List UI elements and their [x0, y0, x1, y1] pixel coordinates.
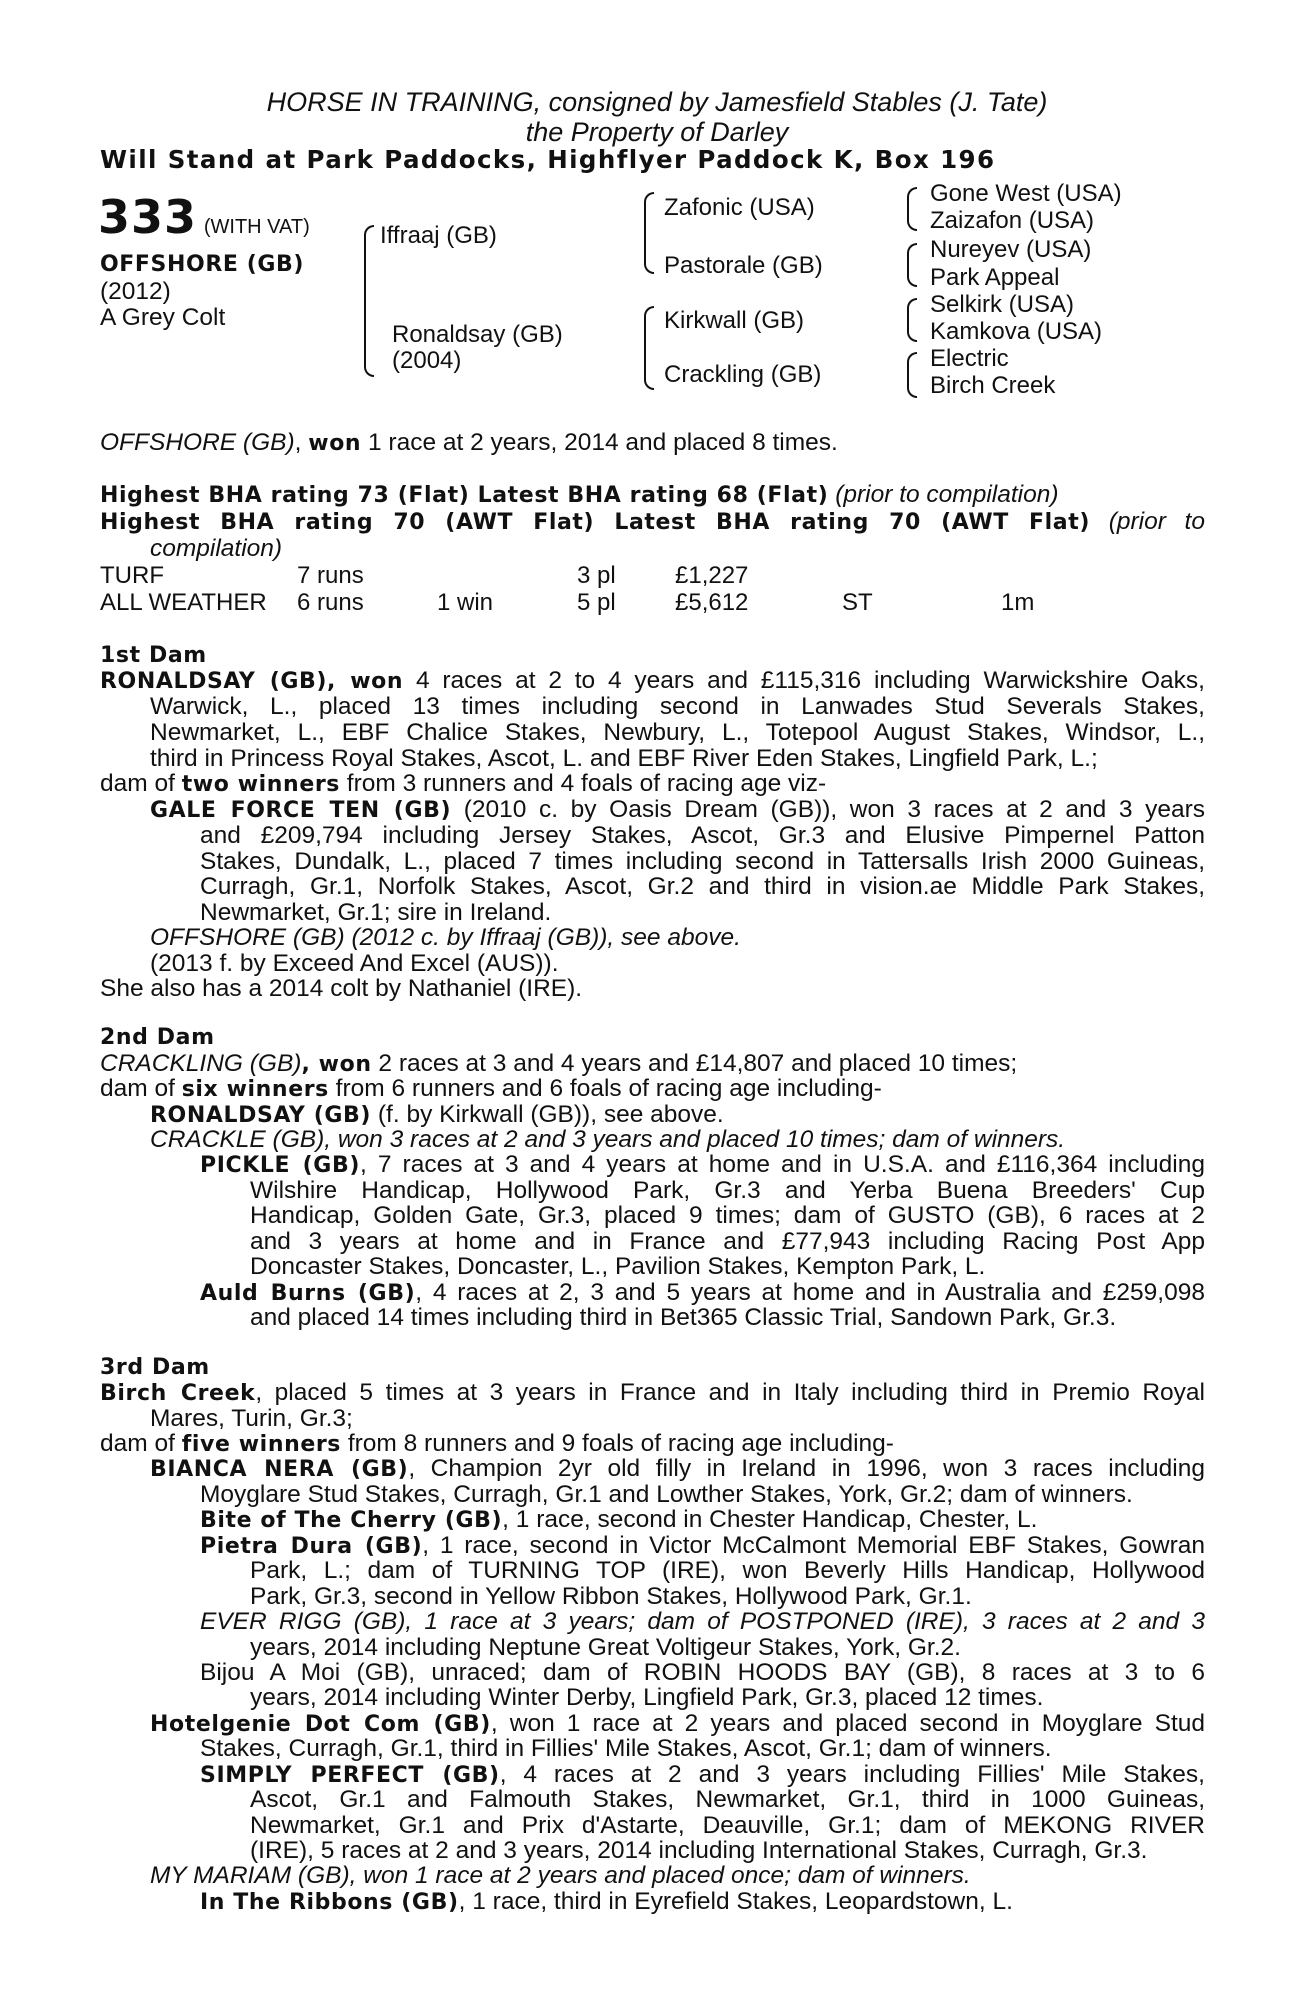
dam3-line16 [200, 1762, 1205, 1789]
dam3-l7-name: Pietra Dura (GB) [200, 1534, 423, 1559]
pedigree-brace-g4 [907, 352, 917, 398]
dam3-l3a: dam of [100, 1430, 182, 1457]
dam3-line13: years, 2014 including Winter Derby, Lingfield Park, Gr.3, placed 12 times. [250, 1684, 1044, 1711]
dam3-l21-name: In The Ribbons (GB) [200, 1890, 459, 1915]
stats-aw-wins: 1 win [437, 589, 494, 616]
dam2-l2c: from 6 runners and 6 foals of racing age including- [328, 1075, 882, 1102]
rating-awt-note: (prior to [1108, 508, 1205, 535]
ancestor-g4a: Electric [930, 345, 1009, 372]
pedigree-brace-dam [644, 306, 654, 390]
dam2-l1-text: 2 races at 3 and 4 years and £14,807 and placed 10 times; [371, 1050, 1018, 1077]
dam3-line15: Stakes, Curragh, Gr.1, third in Fillies' Mile Stakes, Ascot, Gr.1; dam of winners. [200, 1735, 1052, 1762]
dam3-line14 [150, 1711, 1205, 1738]
dam1-line7: and £209,794 including Jersey Stakes, Ascot, Gr.3 and Elusive Pimpernel Patton [200, 822, 1205, 849]
dam3-line3 [100, 1431, 894, 1458]
dam2-l10-name: Auld Burns (GB) [200, 1281, 416, 1306]
rating-awt [100, 509, 1205, 536]
dam2-line3 [150, 1102, 724, 1129]
dam3-line2: Mares, Turin, Gr.3; [150, 1405, 353, 1432]
dam2-line10 [200, 1280, 1205, 1307]
ancestor-g2a: Nureyev (USA) [930, 236, 1092, 263]
dam2-line8: and 3 years at home and in France and £77,943 including Racing Post App [250, 1228, 1205, 1255]
stats-aw-label: ALL WEATHER [100, 589, 267, 616]
dam1-name: RONALDSAY (GB) [100, 669, 328, 694]
dam2-line4: CRACKLE (GB), won 3 races at 2 and 3 years and placed 10 times; dam of winners. [150, 1126, 1066, 1153]
dam1-l5a: dam of [100, 770, 182, 797]
dam2-line6: Wilshire Handicap, Hollywood Park, Gr.3 and Yerba Buena Breeders' Cup [250, 1177, 1205, 1204]
stats-turf-runs: 7 runs [297, 562, 364, 589]
dam3-line5: Moyglare Stud Stakes, Curragh, Gr.1 and Lowther Stakes, York, Gr.2; dam of winners. [200, 1481, 1133, 1508]
dam2-line5 [200, 1152, 1205, 1179]
dam3-line8: Park, L.; dam of TURNING TOP (IRE), won Beverly Hills Handicap, Hollywood [250, 1557, 1205, 1584]
dam3-line4 [150, 1456, 1205, 1483]
dam3-line18: Newmarket, Gr.1 and Prix d'Astarte, Deauville, Gr.1; dam of MEKONG RIVER [250, 1812, 1205, 1839]
dam1-line6 [150, 797, 1205, 824]
dam3-l16-text: , 4 races at 2 and 3 years including Fillies' Mile Stakes, [499, 1761, 1205, 1788]
dam1-l1-text: 4 races at 2 to 4 years and £115,316 including Warwickshire Oaks, [403, 667, 1205, 694]
pedigree-brace-sire [644, 192, 654, 274]
dam3-line1 [100, 1380, 1205, 1407]
dam3-line6 [200, 1507, 1037, 1534]
dam3-line10: EVER RIGG (GB), 1 race at 3 years; dam of POSTPONED (IRE), 3 races at 2 and 3 [200, 1608, 1205, 1635]
grandsire-2: Pastorale (GB) [664, 252, 823, 279]
dam3-l21-text: , 1 race, third in Eyrefield Stakes, Leopardstown, L. [458, 1888, 1013, 1915]
dam2-l5-name: PICKLE (GB) [200, 1153, 360, 1178]
dam2-line11: and placed 14 times including third in Bet365 Classic Trial, Sandown Park, Gr.3. [250, 1304, 1117, 1331]
dam3-l6-name: Bite of The Cherry (GB) [200, 1508, 503, 1533]
pedigree-brace-g3 [907, 298, 917, 342]
dam3-line12: Bijou A Moi (GB), unraced; dam of ROBIN HOODS BAY (GB), 8 races at 3 to 6 [200, 1659, 1205, 1686]
dam3-name: Birch Creek [100, 1381, 256, 1406]
dam2-line9: Doncaster Stakes, Doncaster, L., Pavilion Stakes, Kempton Park, L. [250, 1253, 986, 1280]
dam3-l6-text: , 1 race, second in Chester Handicap, Chester, L. [502, 1506, 1038, 1533]
vat-note: (WITH VAT) [203, 216, 310, 238]
dam3-line11: years, 2014 including Neptune Great Voltigeur Stakes, York, Gr.2. [250, 1634, 961, 1661]
summary-won: won [308, 431, 362, 456]
dam1-line9: Curragh, Gr.1, Norfolk Stakes, Ascot, Gr.2 and third in vision.ae Middle Park Stakes, [200, 873, 1205, 900]
rating-flat-text: Highest BHA rating 73 (Flat) Latest BHA rating 68 (Flat) [100, 483, 829, 508]
stats-turf-placed: 3 pl [577, 562, 616, 589]
dam3-l1-text: , placed 5 times at 3 years in France and in Italy including third in Premio Royal [255, 1379, 1205, 1406]
dam1-heading: 1st Dam [100, 643, 207, 668]
dam2-won: , won [301, 1052, 372, 1077]
ancestor-g1b: Zaizafon (USA) [930, 207, 1095, 234]
dam1-line2: Warwick, L., placed 13 times including second in Lanwades Stud Severals Stakes, [150, 693, 1205, 720]
rating-awt-note-cont: compilation) [150, 535, 283, 562]
dam3-l3c: from 8 runners and 9 foals of racing age including- [341, 1430, 894, 1457]
dam2-l3-text: (f. by Kirkwall (GB)), see above. [371, 1101, 724, 1128]
race-summary: OFFSHORE (GB), won 1 race at 2 years, 2014 and placed 8 times. [100, 429, 838, 456]
dam2-l2a: dam of [100, 1075, 182, 1102]
rating-flat [100, 482, 1059, 509]
dam2-l3-name: RONALDSAY (GB) [150, 1103, 372, 1128]
dam-year: (2004) [392, 347, 462, 374]
dam1-l6-name: GALE FORCE TEN (GB) [150, 798, 452, 823]
grandsire-1: Zafonic (USA) [664, 194, 815, 221]
summary-text: 1 race at 2 years, 2014 and placed 8 times. [361, 429, 838, 456]
dam1-line1 [100, 668, 1205, 695]
dam1-line5 [100, 771, 826, 798]
dam3-l4-name: BIANCA NERA (GB) [150, 1457, 409, 1482]
rating-awt-text: Highest BHA rating 70 (AWT Flat) Latest BHA rating 70 (AWT Flat) [100, 510, 1090, 535]
stand-location: Will Stand at Park Paddocks, Highflyer Paddock K, Box 196 [100, 145, 996, 174]
dam3-heading: 3rd Dam [100, 1355, 210, 1380]
title-property: the Property of Darley [525, 117, 789, 147]
lot-number-block [98, 192, 310, 242]
dam3-l7-text: , 1 race, second in Victor McCalmont Memorial EBF Stakes, Gowran [422, 1532, 1205, 1559]
rating-flat-note: (prior to compilation) [835, 481, 1059, 508]
dam3-l16-name: SIMPLY PERFECT (GB) [200, 1763, 500, 1788]
ancestor-g4b: Birch Creek [930, 372, 1056, 399]
title-consignor: HORSE IN TRAINING, consigned by Jamesfield Stables (J. Tate) [266, 87, 1048, 117]
ancestor-g3b: Kamkova (USA) [930, 318, 1103, 345]
dam2-line1 [100, 1051, 1017, 1078]
pedigree-brace-g1 [907, 187, 917, 231]
dam2-line7: Handicap, Golden Gate, Gr.3, placed 9 times; dam of GUSTO (GB), 6 races at 2 [250, 1202, 1205, 1229]
grandsire-3: Kirkwall (GB) [664, 307, 805, 334]
dam1-won: , won [327, 669, 404, 694]
dam2-line2 [100, 1076, 882, 1103]
dam2-name: CRACKLING (GB) [100, 1050, 302, 1077]
grandsire-4: Crackling (GB) [664, 361, 822, 388]
dam1-line11: OFFSHORE (GB) (2012 c. by Iffraaj (GB)), see above. [150, 924, 741, 951]
dam1-line10: Newmarket, Gr.1; sire in Ireland. [200, 899, 552, 926]
dam1-l5c: from 3 runners and 4 foals of racing age viz- [340, 770, 827, 797]
pedigree-brace-g2 [907, 243, 917, 287]
ancestor-g2b: Park Appeal [930, 264, 1060, 291]
stats-aw-earnings: £5,612 [675, 589, 749, 616]
dam2-l2b: six winners [181, 1077, 329, 1102]
dam3-line7 [200, 1533, 1205, 1560]
dam3-line17: Ascot, Gr.1 and Falmouth Stakes, Newmarket, Gr.1, third in 1000 Guineas, [250, 1786, 1205, 1813]
dam3-line21 [200, 1889, 1013, 1916]
stats-aw-placed: 5 pl [577, 589, 616, 616]
dam1-line8: Stakes, Dundalk, L., placed 7 times including second in Tattersalls Irish 2000 Guineas, [200, 848, 1205, 875]
sire: Iffraaj (GB) [380, 222, 497, 249]
dam1-line13: She also has a 2014 colt by Nathaniel (IRE). [100, 975, 583, 1002]
stats-aw-going: ST [842, 589, 873, 616]
dam3-line19: (IRE), 5 races at 2 and 3 years, 2014 including International Stakes, Curragh, Gr.3. [250, 1837, 1148, 1864]
dam3-l14-text: , won 1 race at 2 years and placed second in Moyglare Stud [490, 1710, 1205, 1737]
horse-year: (2012) [100, 278, 171, 305]
lot-number: 333 [98, 190, 198, 244]
stats-turf-earnings: £1,227 [675, 562, 749, 589]
dam2-heading: 2nd Dam [100, 1025, 215, 1050]
dam3-line9: Park, Gr.3, second in Yellow Ribbon Stakes, Hollywood Park, Gr.1. [250, 1583, 972, 1610]
pedigree-brace-main [364, 225, 374, 377]
stats-aw-distance: 1m [1001, 589, 1035, 616]
dam2-l5-text: , 7 races at 3 and 4 years at home and in U.S.A. and £116,364 including [360, 1151, 1205, 1178]
dam1-l5b: two winners [181, 772, 340, 797]
ancestor-g1a: Gone West (USA) [930, 180, 1122, 207]
dam1-line3: Newmarket, L., EBF Chalice Stakes, Newbury, L., Totepool August Stakes, Windsor, L., [150, 719, 1205, 746]
horse-name: OFFSHORE (GB) [100, 252, 305, 277]
stats-aw-runs: 6 runs [297, 589, 364, 616]
dam3-l3b: five winners [181, 1432, 342, 1457]
dam1-l6-text: (2010 c. by Oasis Dream (GB)), won 3 races at 2 and 3 years [451, 796, 1205, 823]
dam3-l4-text: , Champion 2yr old filly in Ireland in 1996, won 3 races including [408, 1455, 1206, 1482]
dam3-line20: MY MARIAM (GB), won 1 race at 2 years and placed once; dam of winners. [150, 1862, 971, 1889]
summary-horse: OFFSHORE (GB) [100, 429, 295, 456]
ancestor-g3a: Selkirk (USA) [930, 291, 1075, 318]
dam2-l10-text: , 4 races at 2, 3 and 5 years at home and in Australia and £259,098 [415, 1279, 1205, 1306]
stats-turf-label: TURF [100, 562, 164, 589]
dam: Ronaldsay (GB) [392, 321, 563, 348]
dam3-l14-name: Hotelgenie Dot Com (GB) [150, 1712, 491, 1737]
dam1-line4: third in Princess Royal Stakes, Ascot, L. and EBF River Eden Stakes, Lingfield Park, L.; [150, 745, 1098, 772]
dam1-line12: (2013 f. by Exceed And Excel (AUS)). [150, 950, 559, 977]
horse-description: A Grey Colt [100, 304, 226, 331]
